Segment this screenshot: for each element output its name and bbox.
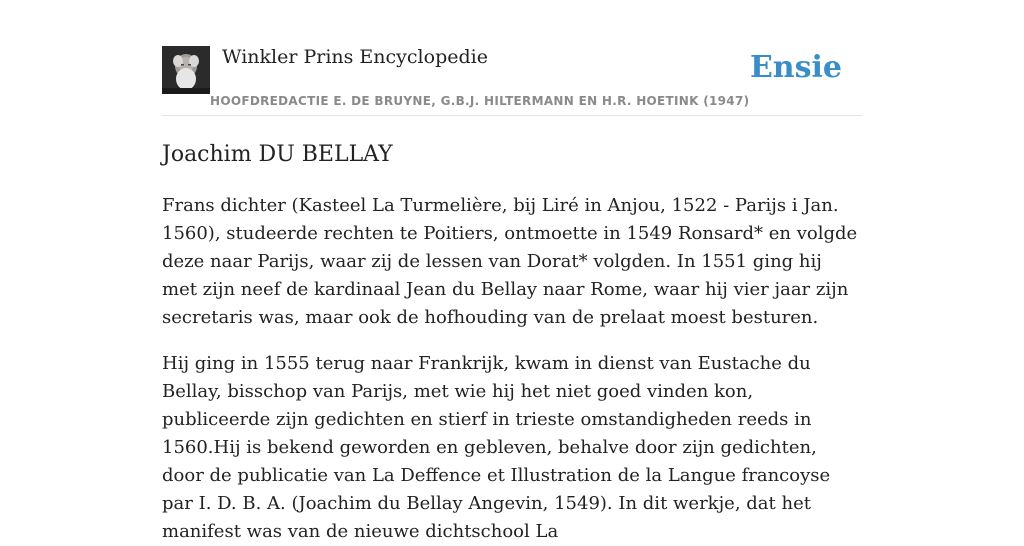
article-title: Joachim DU BELLAY	[162, 142, 393, 167]
portrait-image	[162, 46, 210, 94]
source-header	[162, 0, 862, 116]
article-paragraph: Hij ging in 1555 terug naar Frankrijk, kwam in dienst van Eustache du Bellay, bisschop van Parijs, met wie hij het niet goed vinden kon, publiceerde zijn gedichten en stierf in trieste omstandigheden reeds in 1560.Hij is bekend geworden en gebleven, behalve door zijn gedichten, door de publicatie van La Deffence et Illustration de la Langue francoyse par I. D. B. A. (Joachim du Bellay Angevin, 1549). In dit werkje, dat het manifest was van de nieuwe dichtschool La	[162, 353, 831, 542]
source-editors: HOOFDREDACTIE E. DE BRUYNE, G.B.J. HILTERMANN EN H.R. HOETINK (1947)	[210, 94, 750, 108]
article-paragraph: Frans dichter (Kasteel La Turmelière, bij Liré in Anjou, 1522 - Parijs i Jan. 1560), studeerde rechten te Poitiers, ontmoette in 1549 Ronsard* en volgde deze naar Parijs, waar zij de lessen van Dorat* volgden. In 1551 ging hij met zijn neef de kardinaal Jean du Bellay naar Rome, waar hij vier jaar zijn secretaris was, maar ook de hofhouding van de prelaat moest besturen.	[162, 195, 858, 328]
content-column	[162, 0, 862, 546]
source-title[interactable]: Winkler Prins Encyclopedie	[222, 46, 488, 68]
author-portrait-avatar[interactable]	[162, 46, 210, 94]
ensie-logo-link[interactable]: Ensie	[749, 50, 842, 85]
